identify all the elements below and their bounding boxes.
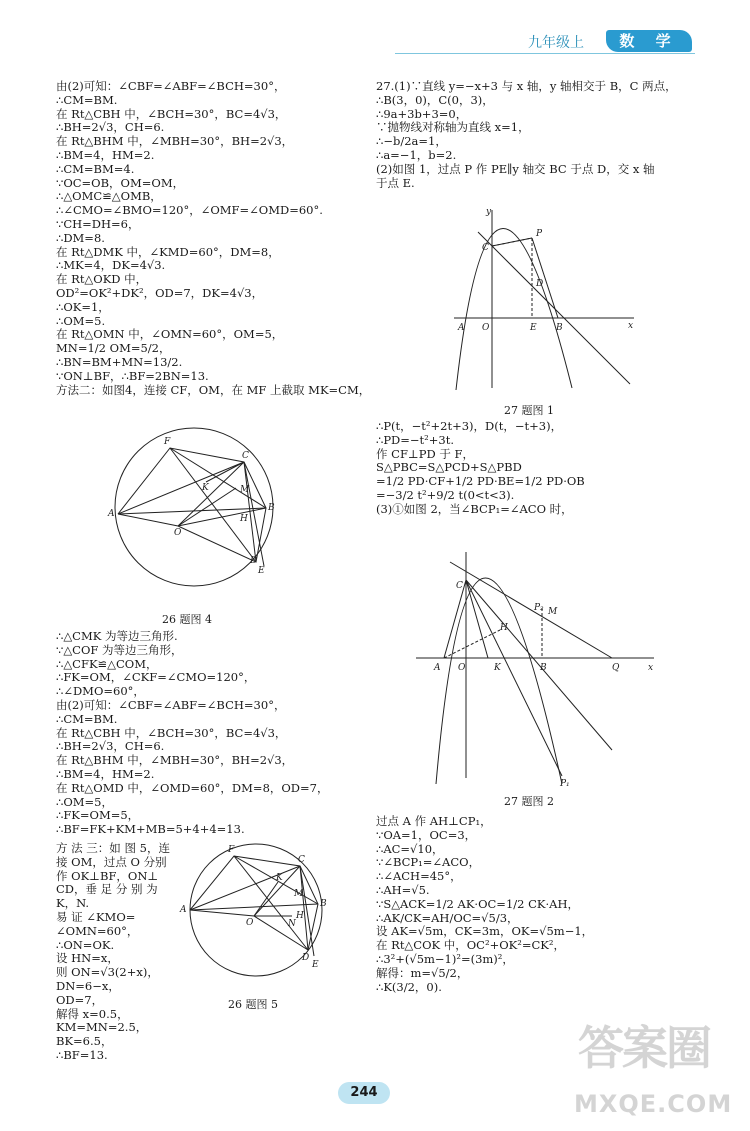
text-line: ∴BM=4，HM=2. [56, 766, 155, 781]
point-label: P [536, 229, 543, 239]
figure-segment [206, 462, 244, 482]
text-line: ∴CM=BM. [56, 92, 118, 107]
text-line: 在 Rt△CBH 中，∠BCH=30°，BC=4√3， [56, 725, 287, 740]
text-line: 接 OM，过点 O 分别 [56, 854, 167, 869]
watermark-url: MXQE.COM [574, 1090, 733, 1118]
point-label: B [540, 663, 547, 673]
text-line: ∴B(3，0)，C(0，3)， [376, 92, 494, 107]
point-label: H [296, 911, 304, 921]
watermark-logo: 答案圈 [578, 1021, 710, 1075]
figure-27-1 [448, 198, 648, 392]
text-line: ∴AK/CK=AH/OC=√5/3， [376, 910, 519, 925]
figure-caption: 26 题图 5 [228, 998, 278, 1011]
text-line: 作 CF⊥PD 于 F， [376, 446, 474, 461]
text-line: ∴△OMC≌△OMB， [56, 189, 162, 204]
text-line: ∵OA=1，OC=3， [376, 827, 477, 842]
point-label: K [494, 663, 501, 673]
point-label: D [250, 556, 258, 566]
point-label: O [482, 323, 490, 333]
point-label: H [240, 514, 248, 524]
text-line: ∴AH=√5. [376, 882, 430, 897]
point-label: C [298, 855, 305, 865]
point-label: C [456, 581, 463, 591]
text-line: 作 OK⊥BF，ON⊥ [56, 868, 159, 883]
point-label: D [536, 279, 544, 289]
solution-26-method-1 [56, 79, 371, 397]
point-label: K [202, 483, 209, 493]
text-line: 在 Rt△BHM 中，∠MBH=30°，BH=2√3， [56, 134, 294, 149]
figure-segment [190, 866, 300, 910]
axis-label: x [648, 663, 654, 673]
text-line: ∴ON=OK. [56, 937, 115, 952]
text-line: =−3/2 t²+9/2 t(0<t<3). [376, 487, 515, 502]
point-label: A [108, 509, 115, 519]
figure-segment [190, 856, 318, 950]
text-line: ∴∠ACH=45°， [376, 869, 462, 884]
text-line: S△PBC=S△PCD+S△PBD [376, 460, 522, 475]
point-label: B [268, 503, 275, 513]
text-line: ∴CM=BM=4. [56, 161, 135, 176]
subject-badge: 数 学 [606, 30, 692, 52]
text-line: OD²=OK²+DK²，OD=7，DK=4√3， [56, 285, 264, 300]
figure-caption: 27 题图 1 [504, 404, 554, 417]
text-line: 在 Rt△OMD 中，∠OMD=60°，DM=8，OD=7， [56, 780, 329, 795]
text-line: 设 AK=√5m，CK=3m，OK=√5m−1， [376, 924, 594, 939]
point-label: D [302, 953, 310, 963]
line-bc [478, 232, 630, 384]
text-line: 27.(1)∵直线 y=−x+3 与 x 轴，y 轴相交于 B，C 两点， [376, 79, 677, 93]
text-line: ∴BF=13. [56, 1047, 108, 1062]
text-line: ∴K(3/2，0). [376, 979, 442, 994]
text-line: OD=7， [56, 992, 104, 1007]
point-label: K [276, 873, 283, 883]
text-line: BK=6.5， [56, 1034, 113, 1049]
figure-segment [190, 904, 318, 910]
figure-segment [170, 448, 256, 562]
axis-label: y [486, 207, 492, 217]
page-number: 244 [338, 1082, 390, 1104]
text-line: 易 证 ∠KMO= [56, 909, 136, 924]
figure-26-4 [106, 402, 290, 602]
text-line: ∴BH=2√3，CH=6. [56, 120, 165, 135]
point-label: B [556, 323, 563, 333]
point-label: O [246, 918, 254, 928]
text-line: ∴PD=−t²+3t. [376, 432, 455, 447]
point-label: O [174, 528, 182, 538]
text-line: DN=6−x， [56, 978, 120, 993]
point-label: E [258, 566, 265, 576]
solution-27-part-2 [376, 420, 706, 517]
text-line: ∴P(t，−t²+2t+3)，D(t，−t+3)， [376, 419, 563, 433]
text-line: ∴OM=5， [56, 794, 113, 809]
point-label: N [288, 919, 296, 929]
text-line: ∵ON⊥BF，∴BF=2BN=13. [56, 368, 209, 383]
text-line: 则 ON=√3(2+x)， [56, 965, 159, 980]
text-line: =1/2 PD·CF+1/2 PD·BE=1/2 PD·OB [376, 474, 585, 489]
point-label: P₁ [560, 779, 570, 788]
point-label: F [228, 845, 235, 855]
text-line: 由(2)可知：∠CBF=∠ABF=∠BCH=30°， [56, 79, 286, 93]
point-label: C [242, 451, 249, 461]
solution-27-part-3 [376, 815, 706, 994]
text-line: 解得 x=0.5， [56, 1006, 129, 1021]
text-line: ∴DM=8. [56, 230, 105, 245]
point-label: A [180, 905, 187, 915]
text-line: ∴∠DMO=60°， [56, 684, 145, 699]
text-line: 方法二：如图4，连接 CF，OM，在 MF 上截取 MK=CM， [56, 382, 371, 397]
text-line: ∴9a+3b+3=0， [376, 106, 468, 121]
text-line: ∴BM=4，HM=2. [56, 147, 155, 162]
text-line: ∵△COF 为等边三角形， [56, 642, 183, 657]
text-line: ∵OC=OB，OM=OM， [56, 175, 185, 190]
point-label: Q [612, 663, 620, 673]
text-line: ∴CM=BM. [56, 711, 118, 726]
figure-segment [118, 462, 244, 514]
text-line: ∴OK=1， [56, 299, 110, 314]
text-line: ∴3²+(√5m−1)²=(3m)²， [376, 951, 514, 966]
point-label: E [530, 323, 537, 333]
text-line: 在 Rt△OKD 中， [56, 272, 148, 287]
text-line: ∴OM=5. [56, 313, 106, 328]
text-line: 由(2)可知：∠CBF=∠ABF=∠BCH=30°， [56, 697, 286, 712]
text-line: ∴BN=BM+MN=13/2. [56, 354, 183, 369]
text-line: ∴FK=OM，∠CKF=∠CMO=120°， [56, 670, 256, 685]
text-line: ∴BH=2√3，CH=6. [56, 739, 165, 754]
point-label: C [482, 243, 489, 253]
text-line: ∵抛物线对称轴为直线 x=1， [376, 120, 530, 135]
point-label: M [548, 607, 558, 617]
point-label: A [458, 323, 465, 333]
grade-label: 九年级上 [528, 35, 584, 51]
text-line: 在 Rt△COK 中，OC²+OK²=CK²， [376, 938, 565, 953]
text-line: ∴△CFK≌△COM， [56, 656, 158, 671]
figure-segment [532, 238, 558, 318]
axis-label: x [628, 321, 634, 331]
page-header [0, 28, 750, 58]
text-line: ∴a=−1，b=2. [376, 147, 457, 162]
figure-caption: 27 题图 2 [504, 795, 554, 808]
point-label: B [320, 899, 327, 909]
text-line: 在 Rt△BHM 中，∠MBH=30°，BH=2√3， [56, 753, 294, 768]
text-line: ∴△CMK 为等边三角形. [56, 629, 178, 643]
text-line: KM=MN=2.5， [56, 1020, 148, 1035]
text-line: ∴BF=FK+KM+MB=5+4+4=13. [56, 822, 245, 837]
text-line: K，N. [56, 896, 90, 911]
point-label: O [458, 663, 466, 673]
point-label: A [434, 663, 441, 673]
text-line: (2)如图 1，过点 P 作 PE∥y 轴交 BC 于点 D，交 x 轴 [376, 161, 655, 176]
text-line: ∴FK=OM=5， [56, 808, 140, 823]
solution-26-method-2 [56, 630, 356, 837]
text-line: 解得：m=√5/2， [376, 965, 469, 980]
text-line: 在 Rt△OMN 中，∠OMN=60°，OM=5， [56, 327, 284, 342]
figure-segment [492, 238, 532, 246]
point-label: E [312, 960, 319, 970]
text-line: ∴−b/2a=1， [376, 134, 447, 149]
figure-27-2 [416, 552, 660, 788]
solution-26-method-3 [56, 842, 184, 1063]
figure-caption: 26 题图 4 [162, 613, 212, 626]
figure-segment [254, 882, 278, 916]
text-line: 在 Rt△CBH 中，∠BCH=30°，BC=4√3， [56, 106, 287, 121]
text-line: ∠OMN=60°， [56, 923, 139, 938]
text-line: 在 Rt△DMK 中，∠KMD=60°，DM=8， [56, 244, 280, 259]
text-line: ∵∠BCP₁=∠ACO， [376, 855, 481, 870]
text-line: 方 法 三：如 图 5，连 [56, 841, 170, 855]
figure-26-5 [178, 838, 328, 988]
text-line: 过点 A 作 AH⊥CP₁， [376, 814, 492, 828]
text-line: CD，垂 足 分 别 为 [56, 882, 158, 897]
point-label: F [164, 437, 171, 447]
point-label: P₂ [534, 603, 544, 613]
text-line: ∵S△ACK=1/2 AK·OC=1/2 CK·AH， [376, 896, 579, 911]
text-line: 于点 E. [376, 175, 415, 190]
point-label: H [500, 623, 508, 633]
text-line: MN=1/2 OM=5/2， [56, 341, 171, 356]
text-line: 设 HN=x， [56, 951, 119, 966]
solution-27-part-1 [376, 80, 706, 190]
header-rule [395, 53, 695, 54]
point-label: M [294, 889, 304, 899]
text-line: ∴MK=4，DK=4√3. [56, 258, 166, 273]
text-line: ∴AC=√10， [376, 841, 444, 856]
text-line: ∴∠CMO=∠BMO=120°，∠OMF=∠OMD=60°. [56, 203, 323, 218]
point-label: M [240, 485, 250, 495]
figure-segment [444, 580, 466, 658]
text-line: (3)①如图 2，当∠BCP₁=∠ACO 时， [376, 501, 573, 516]
text-line: ∵CH=DH=6， [56, 216, 140, 231]
